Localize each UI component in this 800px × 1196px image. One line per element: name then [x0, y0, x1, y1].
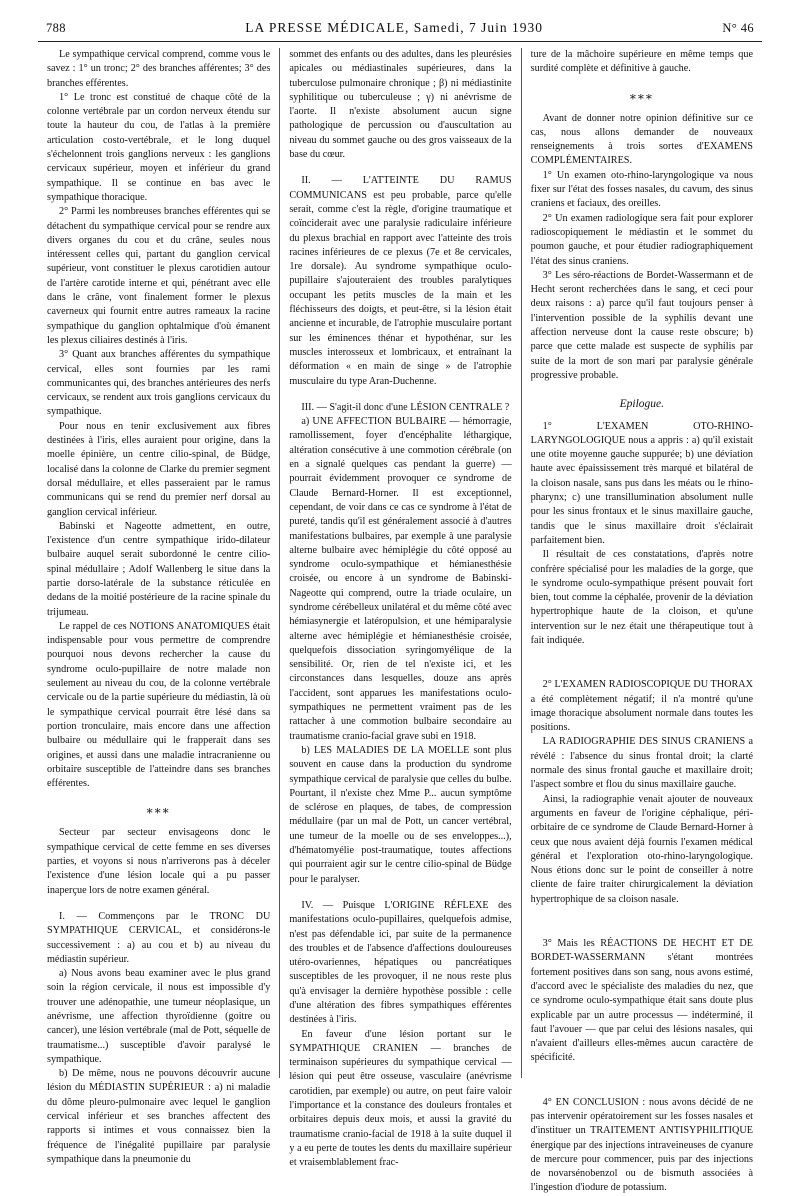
- journal-title: LA PRESSE MÉDICALE, Samedi, 7 Juin 1930: [245, 20, 544, 35]
- paragraph: Ainsi, la radiographie venait ajouter de nouveaux arguments en faveur de l'origine céphalique, péri-orbitaire de ce syndrome de Claude Bernard-Horner à ceux que nous avaient déjà fournis l'examen médical général et l'exploration oto-rhino-laryngologique. Nous étions donc sur le point de conseiller à notre cliente de faire traiter chirurgicalement la déviation hypertrophique de sa cloison nasale.: [530, 793, 753, 905]
- column-2: [279, 48, 520, 1169]
- paragraph: 2° Un examen radiologique sera fait pour explorer radioscopiquement le médiastin et le sommet du poumon gauche, et pour étudier radiographiquement l'état des sinus craniens.: [530, 212, 753, 267]
- paragraph: Le sympathique cervical comprend, comme vous le savez : 1° un tronc; 2° des branches afférentes; 3° des branches efférentes.: [47, 49, 271, 89]
- paragraph: a) UNE AFFECTION BULBAIRE — hémorragie, ramollissement, foyer d'encéphalite léthargique, altération consécutive à une commotion cérébrale (on en a signalé quelques cas pendant la guerre) — pourrait évidemment provoquer ce syndrome de Claude Bernard-Horner. Il est exceptionnel, cependant, de voir dans ce cas ce syndrome à l'état de pureté, tandis qu'il est généralement associé à d'autres manifestations bulbaires, par exemple à une paralysie alterne bulbaire avec hémiplégie du côté opposé au syndrome oculo-sympathique et hémianesthésie croisée, ou encore à un syndrome de Babinski-Nageotte qui comprend, outre la triade oculaire, un syndrome cérébelleux unilatéral et du même côté avec hémiasynergie et latéropulsion, et une hémiparalysie alterne avec hémiplégie et hémianesthésie croisée, quelquefois dissociation syringomyélique de la sensibilité. Or, rien de tel n'existe ici, et les circonstances dans lesquelles, douze ans après l'accident, sont apparues les manifestations oculo-sympathiques ne permettent vraiment pas de les rattacher à une commotion bulbaire secondaire au traumatisme cranio-facial grave subi en 1918.: [289, 416, 512, 742]
- paragraph: Le rappel de ces NOTIONS ANATOMIQUES était indispensable pour vous permettre de comprendre pourquoi nous devons rechercher la cause du syndrome oculo-pupillaire de notre malade non seulement au niveau du cou, de la colonne vertébrale cervicale ou de la partie supérieure du médiastin, là où le sympathique cervical pourrait être lésé dans sa portion tronculaire, mais encore dans une affection bulbaire ou médullaire qui le frapperait dans ses origines, et aussi dans une maladie intracranienne ou orbitaire susceptible de l'atteindre dans ses branches efférentes.: [47, 620, 271, 790]
- paragraph-gap: [531, 1066, 753, 1096]
- paragraph: 2° L'EXAMEN RADIOSCOPIQUE DU THORAX a été complètement négatif; il n'a montré qu'une image thoracique absolument normale dans toutes les positions.: [530, 679, 753, 734]
- paragraph: 2° Parmi les nombreuses branches efférentes qui se détachent du sympathique cervical pour se rendre aux divers organes du cou et du crâne, seules nous intéressent celles qui, partant du ganglion cervical supérieur, vont constituer le plexus carotidien autour de l'artère carotide interne et qui, pénétrant avec elle dans le crâne, vont finalement former le plexus caverneux qui fournit entre autres rameaux la racine sympathique du ganglion ophtalmique d'où émanent les plexus ciliaires destinés à l'iris.: [47, 206, 271, 346]
- paragraph: 3° Les séro-réactions de Bordet-Wassermann et de Hecht seront recherchées dans le sang, et ceci pour deux raisons : a) parce qu'il faut toujours penser à l'intervention possible de la syphilis devant une affection nerveuse dont la cause reste obscure; b) parce que cette malade est suspecte de syphilis par suite de la mort de son mari par paralysie générale progressive probable.: [530, 269, 753, 381]
- paragraph: Secteur par secteur envisageons donc le sympathique cervical de cette femme en ses diverses parties, et voyons si nous n'arriverons pas à déceler l'existence d'une lésion locale qui a pu passer inaperçue lors de notre examen général.: [47, 827, 271, 896]
- issue-number: N° 46: [722, 21, 754, 35]
- section-separator: ⁎⁎⁎: [629, 87, 654, 102]
- paragraph: 4° EN CONCLUSION : nous avons décidé de ne pas intervenir opératoirement sur les fosses nasales et d'instituer un TRAITEMENT ANTISYPHILITIQUE énergique par des injections intraveineuses de cyanure de mercure pour commencer, puis par des injections de novarsénobenzol ou de bismuth associées à l'ingestion d'iodure de potassium.: [530, 1096, 753, 1194]
- paragraph: b) De même, nous ne pouvons découvrir aucune lésion du MÉDIASTIN SUPÉRIEUR : a) ni maladie du dôme pleuro-pulmonaire avec lequel le ganglion cervical inférieur et ses branches affectent des rapports si intimes et vous connaissez bien la fréquence de l'inégalité pupillaire par paralysie sympathique dans la pneumonie du: [47, 1068, 271, 1165]
- paragraph: b) LES MALADIES DE LA MOELLE sont plus souvent en cause dans la production du syndrome sympathique cervical de paralysie que celles du bulbe. Pourtant, il n'existe chez Mme P... aucun symptôme de sclérose en plaques, de tabes, de compression médullaire (par un mal de Pott, un cancer vertébral, une tumeur de la moelle ou de ses enveloppes...), d'hématomyélie post-traumatique, toutes affections qui pourraient agir sur le centre cilio-spinal de Büdge pour le paralyser.: [289, 744, 512, 885]
- paragraph: 1° L'EXAMEN OTO-RHINO-LARYNGOLOGIQUE nous a appris : a) qu'il existait une otite moyenne gauche suppurée; b) une déviation haute avec épaississement très marqué et bilatéral de la cloison nasale, sans pus dans les méats ou le rhino-pharynx; c) une transillumination absolument nulle pour les sinus frontaux et le sinus maxillaire gauche, tandis que le sinus maxillaire droit s'éclairait parfaitement bien.: [530, 420, 753, 546]
- page-number: 788: [46, 21, 66, 35]
- paragraph-gap: [531, 907, 753, 937]
- paragraph-gap: [289, 389, 511, 401]
- paragraph-gap: [289, 162, 511, 174]
- section-heading: Epilogue.: [619, 398, 665, 411]
- columns: [38, 48, 762, 1194]
- paragraph: 3° Mais les RÉACTIONS DE HECHT ET DE BORDET-WASSERMANN s'étant montrées fortement positives dans son sang, nous avons estimé, d'accord avec le spécialiste des maladies du nez, que ce syndrome oculo-sympathique était sans doute plus explicable par un autre processus — indéterminé, il faut l'avouer — que par celui des lésions nasales, qui n'avaient d'ailleurs elles-mêmes aucun caractère de spécificité.: [530, 938, 753, 1064]
- paragraph: 1° Le tronc est constitué de chaque côté de la colonne vertébrale par un cordon nerveux étendu sur toute la hauteur du cou, de l'atlas à la première articulation costo-vertébrale, et le long duquel s'échelonnent trois ganglions nerveux : les ganglions cervicaux supérieur, moyen et inférieur du grand sympathique. Il se continue en bas avec le sympathique thoracique.: [47, 91, 271, 203]
- paragraph: Il résultait de ces constatations, d'après notre confrère spécialisé pour les maladies de la gorge, que le syndrome oculo-sympathique présent pouvait fort bien, tout comme la céphalée, provenir de la déviation hypertrophique haute de la cloison, et qu'une intervention sur le nez était une thérapeutique tout à fait indiquée.: [530, 549, 753, 646]
- paragraph-gap: [47, 898, 270, 910]
- paragraph: IV. — Puisque L'ORIGINE RÉFLEXE des manifestations oculo-pupillaires, quelquefois admise, n'est pas défendable ici, par suite de la permanence des troubles et de l'absence d'affections douloureuses utéro-ovariennes, hépatiques ou pancréatiques susceptibles de les provoquer, il ne nous reste plus qu'à envisager la dernière hypothèse possible : celle d'une altération des fibres sympathiques efférentes destinées à l'iris.: [289, 899, 512, 1026]
- paragraph: 1° Un examen oto-rhino-laryngologique va nous fixer sur l'état des fosses nasales, du cavum, des sinus craniens et faciaux, des oreilles.: [530, 169, 753, 210]
- paragraph: ture de la mâchoire supérieure en même temps que surdité complète et définitive à gauche.: [530, 49, 753, 75]
- section-separator: ⁎⁎⁎: [146, 802, 171, 817]
- paragraph: sommet des enfants ou des adultes, dans les pleurésies apicales ou médiastinales supérieures, dans la tuberculose pulmonaire chronique ; β) ni médiastinite syphilitique ou tuberculeuse ; γ) ni anévrisme de l'aorte. Il n'existe absolument aucun signe pathologique de percussion ou d'auscultation au niveau du sommet gauche ou des gros vaisseaux de la base du cœur.: [289, 49, 512, 161]
- paragraph: II. — L'ATTEINTE DU RAMUS COMMUNICANS est peu probable, parce qu'elle serait, comme c'est la règle, d'origine traumatique et coïnciderait avec une paralysie radiculaire inférieure du plexus brachial en rapport avec l'atteinte des trois racines inférieures de ce plexus (7e et 8e cervicales, 1re dorsale). Au syndrome sympathique oculo-pupillaire s'ajouteraient des troubles paralytiques occupant les petits muscles de la main et les fléchisseurs des doigts, et peut-être, si la lésion était ancienne et incurable, de l'atrophie musculaire portant sur les éminences thénar et hypothénar, sur les muscles interosseux et lombricaux, et entraînant la déformation « en main de singe » de l'atrophie musculaire du type Aran-Duchenne.: [289, 175, 512, 387]
- paragraph: Avant de donner notre opinion définitive sur ce cas, nous allons demander de nouveaux renseignements à trois sortes d'EXAMENS COMPLÉMENTAIRES.: [530, 112, 753, 167]
- paragraph-gap: [531, 648, 753, 678]
- paragraph: Babinski et Nageotte admettent, en outre, l'existence d'un centre sympathique irido-dilateur bulbaire auquel serait subordonné le centre cilio-spinal médullaire ; Adolf Wallenberg le situe dans la partie dorso-latérale de la substance réticulée en dedans de la moitié postérieure de la racine spinale du trijumeau.: [47, 520, 271, 618]
- paragraph-gap: [289, 887, 511, 899]
- paragraph: LA RADIOGRAPHIE DES SINUS CRANIENS a révélé : l'absence du sinus frontal droit; la clarté normale des sinus frontal gauche et maxillaire droit; l'aspect sombre et flou du sinus maxillaire gauche.: [530, 736, 753, 791]
- paragraph: Pour nous en tenir exclusivement aux fibres destinées à l'iris, elles auraient pour origine, dans la moelle épinière, un centre cilio-spinal, de Büdge, localisé dans la colonne de Clarke du premier segment dorsal médullaire, et elles passeraient par le ramus communicans qui se rend du premier nerf dorsal au ganglion cervical inférieur.: [47, 420, 271, 518]
- paragraph: 3° Quant aux branches afférentes du sympathique cervical, elles sont fournies par les rami communicantes qui, des branches antérieures des nerfs cervicaux, se rendent aux trois ganglions cervicaux du sympathique.: [47, 349, 271, 418]
- paragraph: III. — S'agit-il donc d'une LÉSION CENTRALE ?: [301, 401, 510, 413]
- column-1: [38, 48, 279, 1165]
- paragraph: I. — Commençons par le TRONC DU SYMPATHIQUE CERVICAL, et considérons-le successivement : a) au cou et b) au niveau du médiastin supérieur.: [47, 910, 271, 965]
- paragraph: En faveur d'une lésion portant sur le SYMPATHIQUE CRANIEN — branches de terminaison supérieures du sympathique cervical — lésion qui peut être osseuse, vasculaire (anévrisme carotidien, par exemple) ou autre, on peut faire valoir l'importance et la constance des douleurs frontales et orbitaires depuis deux mois, et aussi la gravité du traumatisme cranio-facial de 1918 à la suite duquel il y a eu perte de toutes les dents du maxillaire supérieur et vraisemblablement frac-: [289, 1028, 512, 1169]
- paragraph: a) Nous avons beau examiner avec le plus grand soin la région cervicale, il nous est impossible d'y trouver une adénopathie, une tumeur néoplasique, un anévrisme, une affection thyroïdienne (goitre ou cancer), une lésion vertébrale (mal de Pott, séquelle de traumatisme...) susceptible d'avoir paralysé le sympathique.: [47, 968, 271, 1065]
- page-header: [38, 20, 762, 42]
- column-3: [521, 48, 762, 1194]
